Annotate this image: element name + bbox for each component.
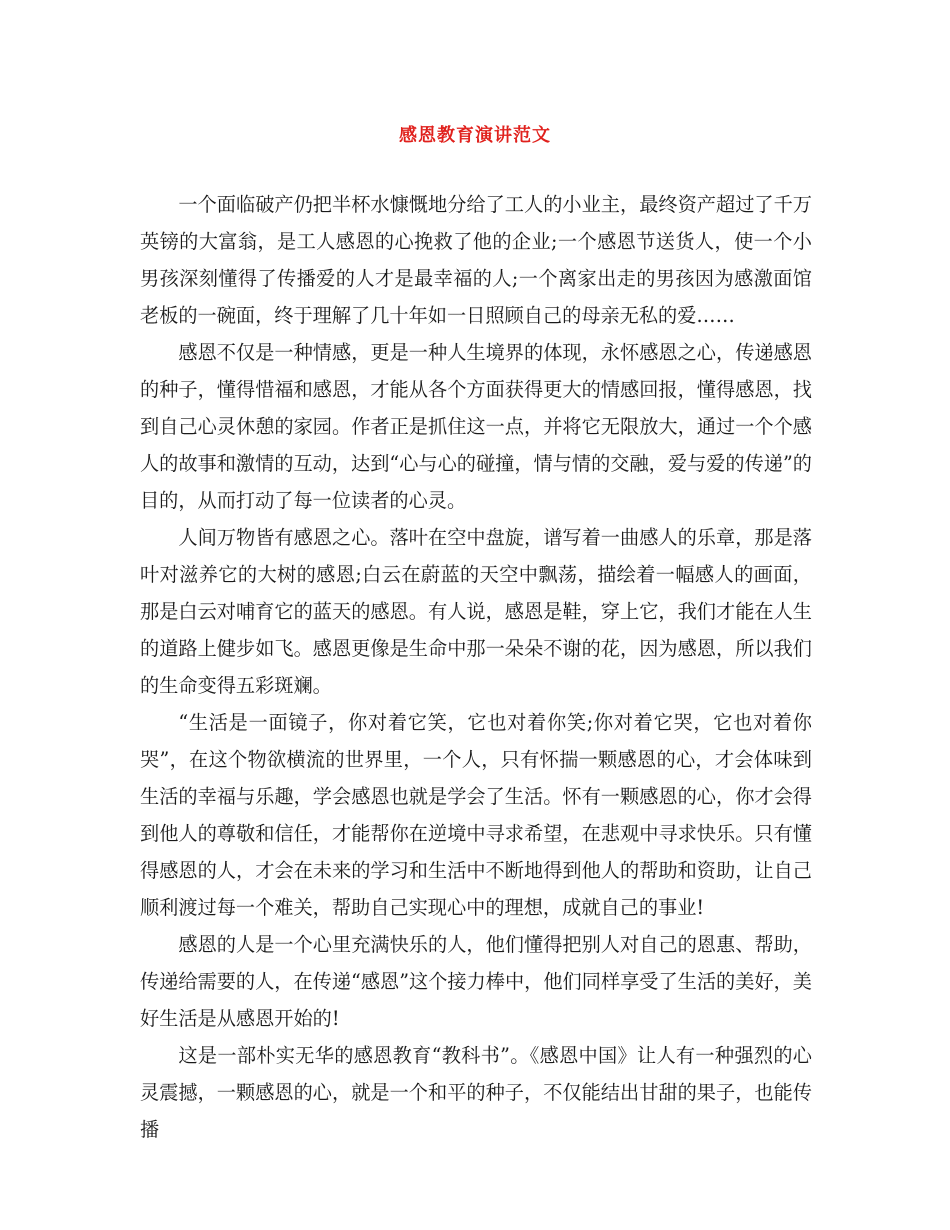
document-body xyxy=(140,186,812,1148)
paragraph-3: 人间万物皆有感恩之心。落叶在空中盘旋，谱写着一曲感人的乐章，那是落叶对滋养它的大树的感恩;白云在蔚蓝的天空中飘荡，描绘着一幅感人的画面，那是白云对哺育它的蓝天的感恩。有人说，感恩是鞋，穿上它，我们才能在人生的道路上健步如飞。感恩更像是生命中那一朵朵不谢的花，因为感恩，所以我们的生命变得五彩斑斓。 xyxy=(140,526,812,697)
paragraph-2: 感恩不仅是一种情感，更是一种人生境界的体现，永怀感恩之心，传递感恩的种子，懂得惜福和感恩，才能从各个方面获得更大的情感回报，懂得感恩，找到自己心灵休憩的家园。作者正是抓住这一点，并将它无限放大，通过一个个感人的故事和激情的互动，达到“心与心的碰撞，情与情的交融，爱与爱的传递”的目的，从而打动了每一位读者的心灵。 xyxy=(140,341,812,512)
paragraph-5: 感恩的人是一个心里充满快乐的人，他们懂得把别人对自己的恩惠、帮助，传递给需要的人，在传递“感恩”这个接力棒中，他们同样享受了生活的美好，美好生活是从感恩开始的! xyxy=(140,933,812,1030)
paragraph-1: 一个面临破产仍把半杯水慷慨地分给了工人的小业主，最终资产超过了千万英镑的大富翁，是工人感恩的心挽救了他的企业;一个感恩节送货人，使一个小男孩深刻懂得了传播爱的人才是最幸福的人;一个离家出走的男孩因为感激面馆老板的一碗面，终于理解了几十年如一日照顾自己的母亲无私的爱…… xyxy=(140,193,812,327)
paragraph-6: 这是一部朴实无华的感恩教育“教科书”。《感恩中国》让人有一种强烈的心灵震撼，一颗感恩的心，就是一个和平的种子，不仅能结出甘甜的果子，也能传播 xyxy=(140,1044,812,1141)
paragraph-4: “生活是一面镜子，你对着它笑，它也对着你笑;你对着它哭，它也对着你哭”，在这个物欲横流的世界里，一个人，只有怀揣一颗感恩的心，才会体味到生活的幸福与乐趣，学会感恩也就是学会了生活。怀有一颗感恩的心，你才会得到他人的尊敬和信任，才能帮你在逆境中寻求希望，在悲观中寻求快乐。只有懂得感恩的人，才会在未来的学习和生活中不断地得到他人的帮助和资助，让自己顺利渡过每一个难关，帮助自己实现心中的理想，成就自己的事业! xyxy=(140,711,812,919)
document-title: 感恩教育演讲范文 xyxy=(399,125,551,146)
